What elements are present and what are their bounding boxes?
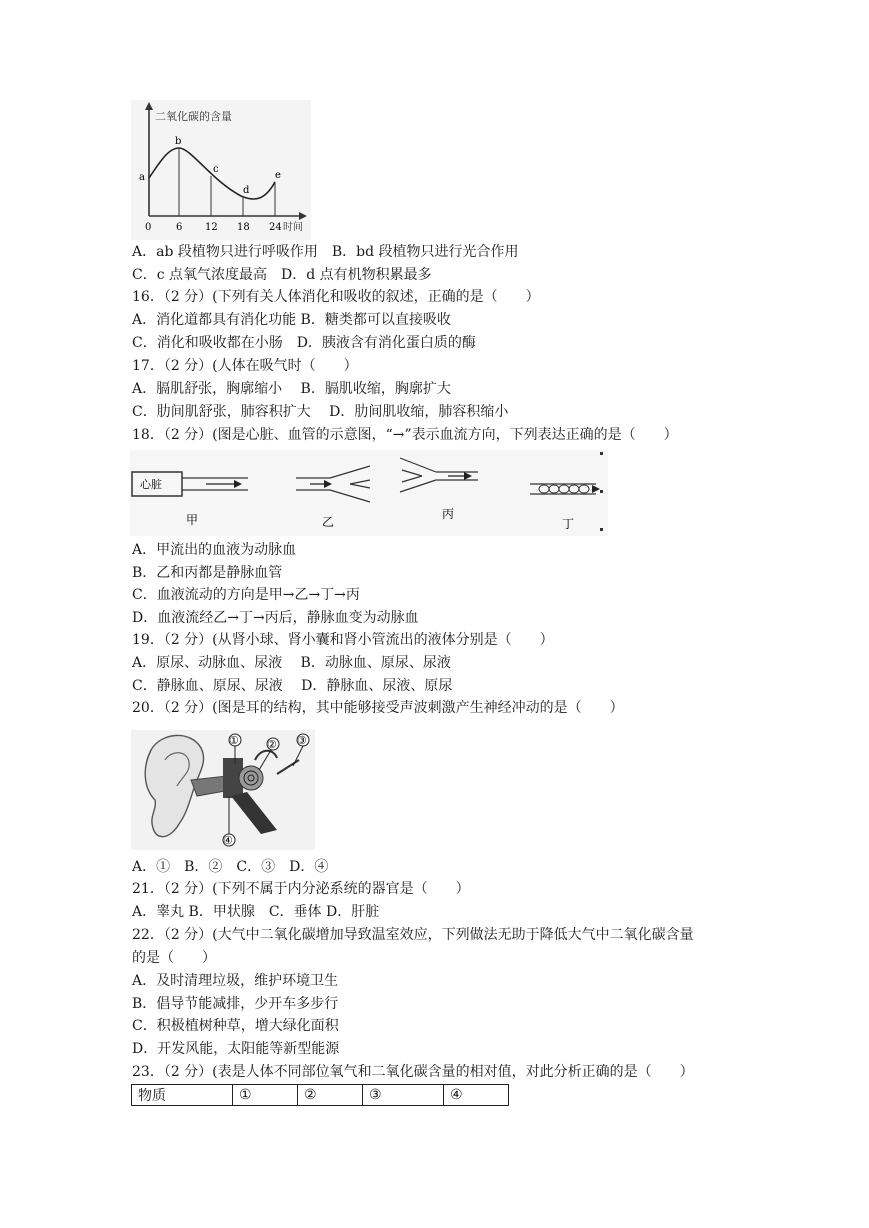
q19-option-line: A．原尿、动脉血、尿液 B．动脉血、原尿、尿液 [132,655,451,671]
q18-option-line: D．血液流经乙→丁→丙后，静脉血变为动脉血 [132,610,419,626]
q18-option-line: A．甲流出的血液为动脉血 [132,542,297,558]
fig15-tick: 18 [237,222,250,233]
q19-option-line: C．静脉血、原尿、尿液 D．静脉血、尿液、原尿 [132,678,453,694]
table-header-cell: ② [298,1085,363,1106]
q22-option-line: A．及时清理垃圾，维护环境卫生 [132,973,339,989]
q22-option-line: C．积极植树种草，增大绿化面积 [132,1018,339,1034]
ear-label-3: ③ [297,734,307,747]
q22-option-line: D．开发风能，太阳能等新型能源 [132,1041,340,1057]
co2-curve-figure [131,100,311,240]
vessel-label-jia: 甲 [186,513,199,527]
q20-option-line: A．① B．② C．③ D．④ [132,859,329,875]
heart-vessels-figure [130,450,608,536]
table-row [132,1085,509,1106]
q23-stem: 23．（2 分）(表是人体不同部位氧气和二氧化碳含量的相对值，对此分析正确的是（ ） [132,1064,694,1080]
q17-option-line: A．膈肌舒张，胸廓缩小 B．膈肌收缩，胸廓扩大 [132,381,451,397]
q22-option-line: B．倡导节能减排，少开车多步行 [132,996,339,1012]
fig15-point-b: b [175,136,182,147]
fig15-tick: 12 [205,222,218,233]
fig15-point-a: a [139,172,145,183]
q22-stem: 22．（2 分）(大气中二氧化碳增加导致温室效应，下列做法无助于降低大气中二氧化碳含量 [132,927,694,943]
fig15-tick: 6 [176,222,183,233]
q21-stem: 21．（2 分）(下列不属于内分泌系统的器官是（ ） [132,881,470,897]
ear-label-2: ② [267,738,277,751]
fig15-point-d: d [243,185,250,196]
fig15-tick: 24 [269,222,282,233]
fig15-ylabel: 二氧化碳的含量 [155,110,232,123]
fig15-point-e: e [275,170,281,181]
q16-option-line: A．消化道都具有消化功能 B．糖类都可以直接吸收 [132,312,451,328]
table-header-cell: ① [233,1085,298,1106]
q15-option-line: A．ab 段植物只进行呼吸作用 B．bd 段植物只进行光合作用 [132,244,519,260]
table-header-cell: 物质 [132,1085,233,1106]
q22-stem-cont: 的是（ ） [132,950,216,966]
q21-option-line: A．睾丸 B．甲状腺 C．垂体 D．肝脏 [132,904,380,920]
vessel-label-yi: 乙 [322,515,335,529]
heart-label: 心脏 [140,478,162,491]
ear-label-4: ④ [223,834,233,847]
q17-stem: 17．（2 分）(人体在吸气时（ ） [132,358,358,374]
table-header-cell: ③ [363,1085,444,1106]
fig15-xlabel: 时间 [283,222,303,233]
q18-option-line: B．乙和丙都是静脉血管 [132,565,283,581]
table-header-cell: ④ [444,1085,509,1106]
q18-stem: 18．（2 分）(图是心脏、血管的示意图，“→”表示血流方向，下列表达正确的是（ ） [132,427,678,443]
ear-structure-figure [131,730,315,850]
q15-option-line: C．c 点氧气浓度最高 D．d 点有机物积累最多 [132,267,432,283]
q20-stem: 20．（2 分）(图是耳的结构，其中能够接受声波刺激产生神经冲动的是（ ） [132,700,624,716]
q17-option-line: C．肋间肌舒张，肺容积扩大 D．肋间肌收缩，肺容积缩小 [132,404,509,420]
q16-stem: 16．（2 分）(下列有关人体消化和吸收的叙述，正确的是（ ） [132,289,540,305]
q16-option-line: C．消化和吸收都在小肠 D．胰液含有消化蛋白质的酶 [132,335,476,351]
fig15-tick: 0 [145,222,152,233]
vessel-label-ding: 丁 [562,517,575,531]
q23-table [131,1084,509,1106]
q19-stem: 19．（2 分）(从肾小球、肾小囊和肾小管流出的液体分别是（ ） [132,632,554,648]
vessel-label-bing: 丙 [442,507,455,521]
ear-label-1: ① [229,734,239,747]
fig15-point-c: c [213,164,219,175]
q18-option-line: C．血液流动的方向是甲→乙→丁→丙 [132,587,360,603]
